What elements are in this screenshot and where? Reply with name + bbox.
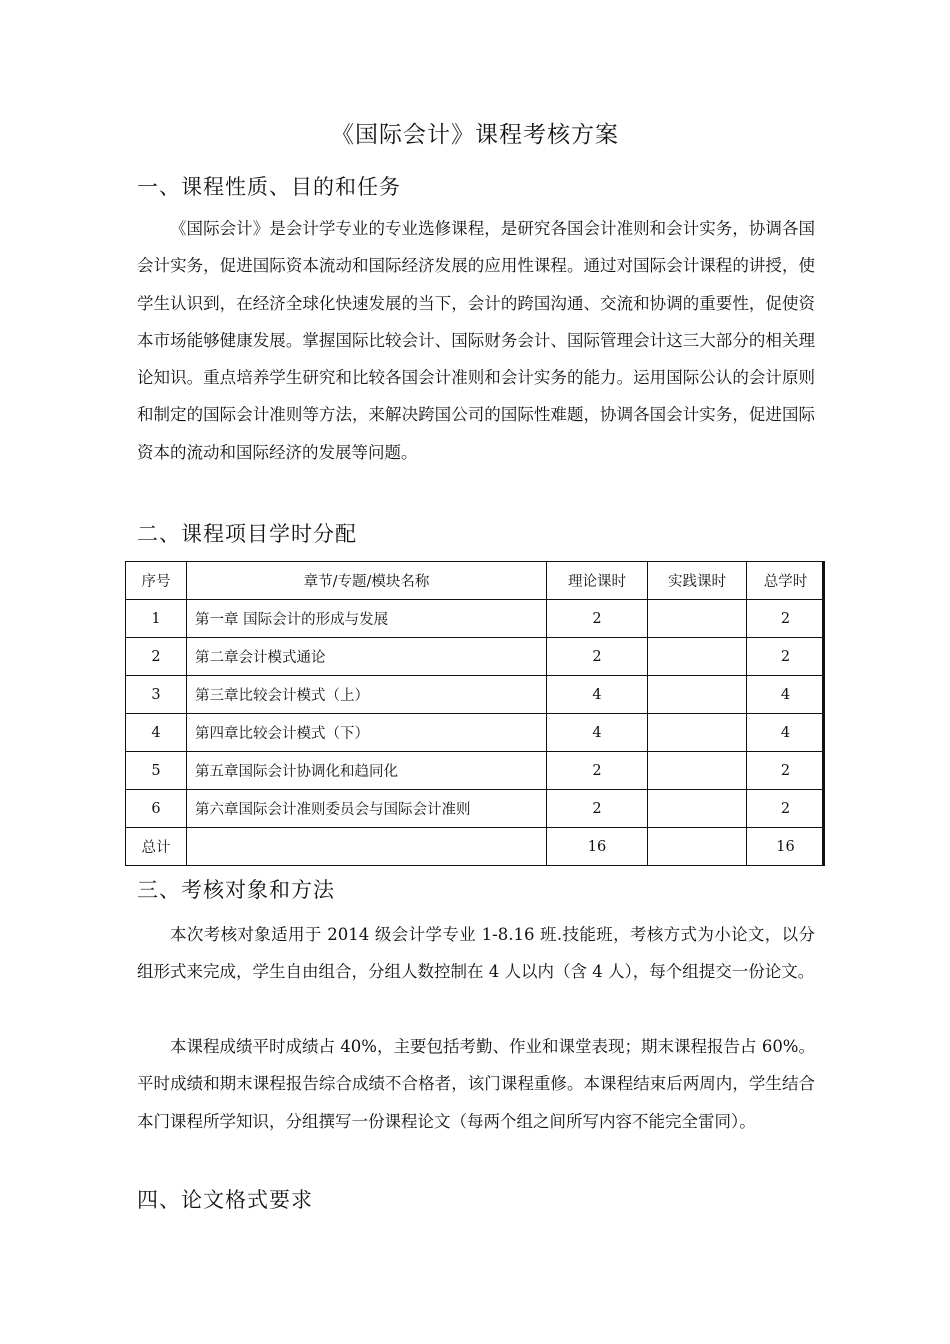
table-total-row (126, 828, 825, 866)
cell-chapter-name: 第三章比较会计模式（上） (187, 676, 547, 714)
cell-practice-hours (648, 638, 747, 676)
cell-total-label: 总计 (126, 828, 187, 866)
cell-index: 6 (126, 790, 187, 828)
cell-practice-hours (648, 752, 747, 790)
cell-theory-hours: 2 (547, 638, 648, 676)
cell-index: 1 (126, 600, 187, 638)
cell-total-hours: 2 (747, 790, 825, 828)
cell-theory-hours: 2 (547, 752, 648, 790)
header-cell: 章节/专题/模块名称 (187, 562, 547, 600)
cell-total-hours: 2 (747, 752, 825, 790)
cell-index: 2 (126, 638, 187, 676)
table-row (126, 676, 825, 714)
cell-chapter-name: 第四章比较会计模式（下） (187, 714, 547, 752)
cell-total-hours: 4 (747, 714, 825, 752)
table-row (126, 790, 825, 828)
table-row (126, 714, 825, 752)
cell-practice-hours (648, 676, 747, 714)
table-header-row (126, 562, 825, 600)
header-cell: 总学时 (747, 562, 825, 600)
header-cell: 实践课时 (648, 562, 747, 600)
section-3-heading: 三、考核对象和方法 (137, 878, 335, 902)
cell-theory-hours: 2 (547, 790, 648, 828)
section-1-heading: 一、课程性质、目的和任务 (137, 175, 401, 199)
cell-total-hours: 16 (747, 828, 825, 866)
cell-total-hours: 4 (747, 676, 825, 714)
section-3-paragraph-2: 本课程成绩平时成绩占 40%，主要包括考勤、作业和课堂表现；期末课程报告占 60%。平时成绩和期末课程报告综合成绩不合格者，该门课程重修。本课程结束后两周内，学生结合本门课程所学知识，分组撰写一份课程论文（每两个组之间所写内容不能完全雷同）。 (137, 1037, 815, 1131)
cell-total-hours: 2 (747, 600, 825, 638)
section-2-heading: 二、课程项目学时分配 (137, 522, 357, 546)
cell-theory-hours: 2 (547, 600, 648, 638)
cell-total-hours: 2 (747, 638, 825, 676)
section-4-heading: 四、论文格式要求 (137, 1188, 313, 1212)
cell-practice-hours (648, 600, 747, 638)
cell-chapter-name: 第六章国际会计准则委员会与国际会计准则 (187, 790, 547, 828)
cell-practice-hours (648, 714, 747, 752)
table-row (126, 600, 825, 638)
table-row (126, 638, 825, 676)
course-hours-table (125, 561, 825, 866)
table-row (126, 752, 825, 790)
cell-index: 5 (126, 752, 187, 790)
cell-chapter-name (187, 828, 547, 866)
header-cell: 序号 (126, 562, 187, 600)
cell-practice-hours (648, 790, 747, 828)
cell-chapter-name: 第五章国际会计协调化和趋同化 (187, 752, 547, 790)
cell-practice-hours (648, 828, 747, 866)
cell-index: 3 (126, 676, 187, 714)
cell-index: 4 (126, 714, 187, 752)
document-title: 《国际会计》课程考核方案 (331, 122, 619, 148)
cell-chapter-name: 第一章 国际会计的形成与发展 (187, 600, 547, 638)
cell-theory-hours: 4 (547, 676, 648, 714)
cell-chapter-name: 第二章会计模式通论 (187, 638, 547, 676)
cell-theory-hours: 16 (547, 828, 648, 866)
section-1-paragraph: 《国际会计》是会计学专业的专业选修课程，是研究各国会计准则和会计实务，协调各国会计实务，促进国际资本流动和国际经济发展的应用性课程。通过对国际会计课程的讲授，使学生认识到，在经济全球化快速发展的当下，会计的跨国沟通、交流和协调的重要性，促使资本市场能够健康发展。掌握国际比较会计、国际财务会计、国际管理会计这三大部分的相关理论知识。重点培养学生研究和比较各国会计准则和会计实务的能力。运用国际公认的会计原则和制定的国际会计准则等方法，来解决跨国公司的国际性难题，协调各国会计实务，促进国际资本的流动和国际经济的发展等问题。 (137, 219, 815, 462)
header-cell: 理论课时 (547, 562, 648, 600)
section-3-paragraph-1: 本次考核对象适用于 2014 级会计学专业 1-8.16 班.技能班，考核方式为小论文，以分组形式来完成，学生自由组合，分组人数控制在 4 人以内（含 4 人），每个组提交一份论文。 (137, 925, 815, 982)
cell-theory-hours: 4 (547, 714, 648, 752)
table-right-border (822, 561, 825, 866)
